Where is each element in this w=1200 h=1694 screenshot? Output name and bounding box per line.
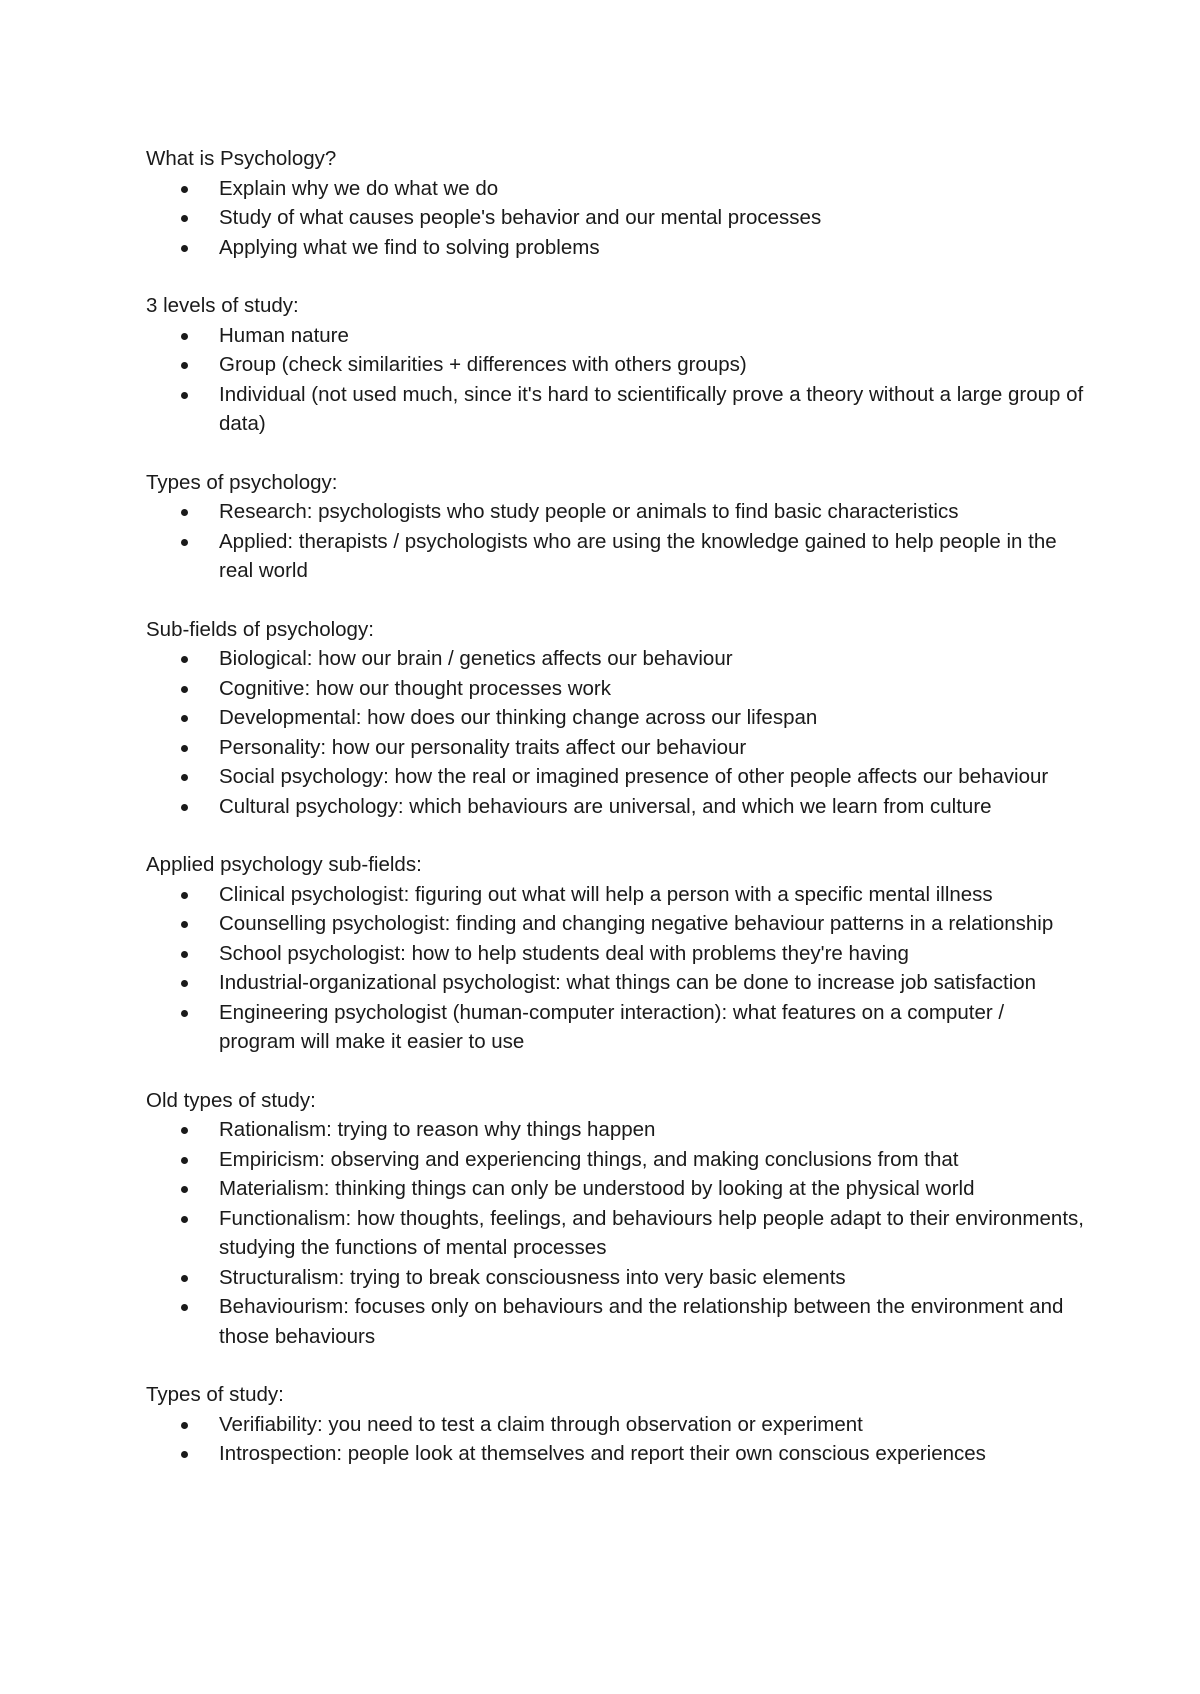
bullet-icon (181, 686, 188, 693)
list-item (219, 674, 1086, 704)
list-item-text: Verifiability: you need to test a claim through observation or experiment (219, 1412, 863, 1436)
bullet-icon (181, 1127, 188, 1134)
list-item-text: Explain why we do what we do (219, 176, 499, 200)
list-item (219, 321, 1086, 351)
section-sub-fields (146, 615, 1086, 822)
section-heading: 3 levels of study: (146, 294, 299, 317)
bullet-list (146, 1410, 1086, 1469)
bullet-icon (181, 1216, 188, 1223)
section-heading: Applied psychology sub-fields: (146, 853, 422, 876)
section-heading: What is Psychology? (146, 147, 337, 170)
list-item-text: Materialism: thinking things can only be understood by looking at the physical world (219, 1177, 975, 1200)
list-item-text: Applied: therapists / psychologists who are using the knowledge gained to help people in the real world (219, 529, 1057, 582)
bullet-icon (181, 509, 188, 516)
list-item-text: Group (check similarities + differences with others groups) (219, 353, 747, 376)
section-old-types-of-study (146, 1086, 1086, 1352)
list-item (219, 733, 1086, 763)
list-item-text: Counselling psychologist: finding and changing negative behaviour patterns in a relationship (219, 912, 1054, 935)
list-item (219, 1292, 1086, 1351)
list-item (219, 998, 1086, 1057)
list-item (219, 1204, 1086, 1263)
list-item-text: Study of what causes people's behavior and our mental processes (219, 206, 822, 229)
section-heading: Old types of study: (146, 1088, 316, 1112)
bullet-icon (181, 745, 188, 752)
bullet-icon (181, 656, 188, 663)
list-item (219, 497, 1086, 527)
list-item-text: Engineering psychologist (human-computer interaction): what features on a computer / program will make it easier to use (219, 1000, 1005, 1053)
bullet-icon (181, 951, 188, 958)
bullet-icon (181, 362, 188, 369)
list-item-text: Cultural psychology: which behaviours are universal, and which we learn from culture (219, 794, 992, 818)
list-item-text: Functionalism: how thoughts, feelings, and behaviours help people adapt to their environments, studying the functions of mental processes (219, 1206, 1084, 1259)
list-item (219, 1115, 1086, 1145)
list-item-text: Behaviourism: focuses only on behaviours and the relationship between the environment and those behaviours (219, 1295, 1064, 1348)
bullet-icon (181, 1010, 188, 1017)
bullet-list (146, 880, 1086, 1057)
bullet-icon (181, 392, 188, 399)
section-what-is-psychology (146, 144, 1086, 262)
list-item (219, 939, 1086, 969)
list-item-text: Social psychology: how the real or imagined presence of other people affects our behaviour (219, 765, 1049, 788)
list-item (219, 909, 1086, 939)
bullet-icon (181, 333, 188, 340)
document-page (146, 144, 1086, 1498)
bullet-list (146, 321, 1086, 439)
bullet-icon (181, 245, 188, 252)
bullet-icon (181, 1186, 188, 1193)
list-item-text: Human nature (219, 323, 349, 347)
list-item (219, 644, 1086, 674)
list-item-text: Structuralism: trying to break consciousness into very basic elements (219, 1265, 846, 1289)
bullet-list (146, 174, 1086, 263)
list-item-text: School psychologist: how to help students deal with problems they're having (219, 941, 909, 965)
list-item (219, 968, 1086, 998)
list-item (219, 1439, 1086, 1469)
list-item (219, 703, 1086, 733)
section-types-of-study (146, 1380, 1086, 1469)
list-item (219, 1410, 1086, 1440)
section-heading: Types of psychology: (146, 470, 338, 494)
bullet-icon (181, 1275, 188, 1282)
section-applied-sub-fields (146, 850, 1086, 1057)
list-item-text: Applying what we find to solving problems (219, 235, 600, 259)
list-item (219, 233, 1086, 263)
list-item-text: Developmental: how does our thinking change across our lifespan (219, 706, 818, 729)
bullet-list (146, 644, 1086, 821)
bullet-icon (181, 1451, 188, 1458)
section-types-of-psychology (146, 468, 1086, 586)
list-item-text: Introspection: people look at themselves and report their own conscious experiences (219, 1442, 986, 1465)
list-item-text: Individual (not used much, since it's hard to scientifically prove a theory without a large group of data) (219, 382, 1084, 435)
list-item (219, 380, 1086, 439)
bullet-icon (181, 215, 188, 222)
list-item (219, 203, 1086, 233)
bullet-icon (181, 980, 188, 987)
bullet-icon (181, 804, 188, 811)
bullet-icon (181, 1157, 188, 1164)
bullet-list (146, 1115, 1086, 1351)
bullet-icon (181, 921, 188, 928)
section-heading: Types of study: (146, 1383, 284, 1406)
list-item (219, 880, 1086, 910)
bullet-icon (181, 774, 188, 781)
bullet-icon (181, 1304, 188, 1311)
list-item (219, 792, 1086, 822)
list-item-text: Rationalism: trying to reason why things happen (219, 1118, 656, 1141)
list-item-text: Clinical psychologist: figuring out what will help a person with a specific mental illness (219, 882, 993, 906)
list-item-text: Biological: how our brain / genetics affects our behaviour (219, 647, 733, 670)
list-item (219, 174, 1086, 204)
bullet-icon (181, 539, 188, 546)
list-item (219, 1263, 1086, 1293)
section-levels-of-study (146, 291, 1086, 439)
bullet-icon (181, 186, 188, 193)
list-item (219, 527, 1086, 586)
list-item (219, 762, 1086, 792)
section-heading: Sub-fields of psychology: (146, 617, 374, 641)
list-item (219, 1174, 1086, 1204)
list-item (219, 1145, 1086, 1175)
list-item-text: Empiricism: observing and experiencing things, and making conclusions from that (219, 1147, 959, 1171)
bullet-list (146, 497, 1086, 586)
list-item-text: Industrial-organizational psychologist: what things can be done to increase job satisfaction (219, 971, 1037, 994)
list-item-text: Personality: how our personality traits affect our behaviour (219, 735, 747, 759)
bullet-icon (181, 715, 188, 722)
list-item-text: Research: psychologists who study people or animals to find basic characteristics (219, 500, 959, 523)
bullet-icon (181, 892, 188, 899)
list-item-text: Cognitive: how our thought processes work (219, 676, 611, 700)
list-item (219, 350, 1086, 380)
bullet-icon (181, 1422, 188, 1429)
